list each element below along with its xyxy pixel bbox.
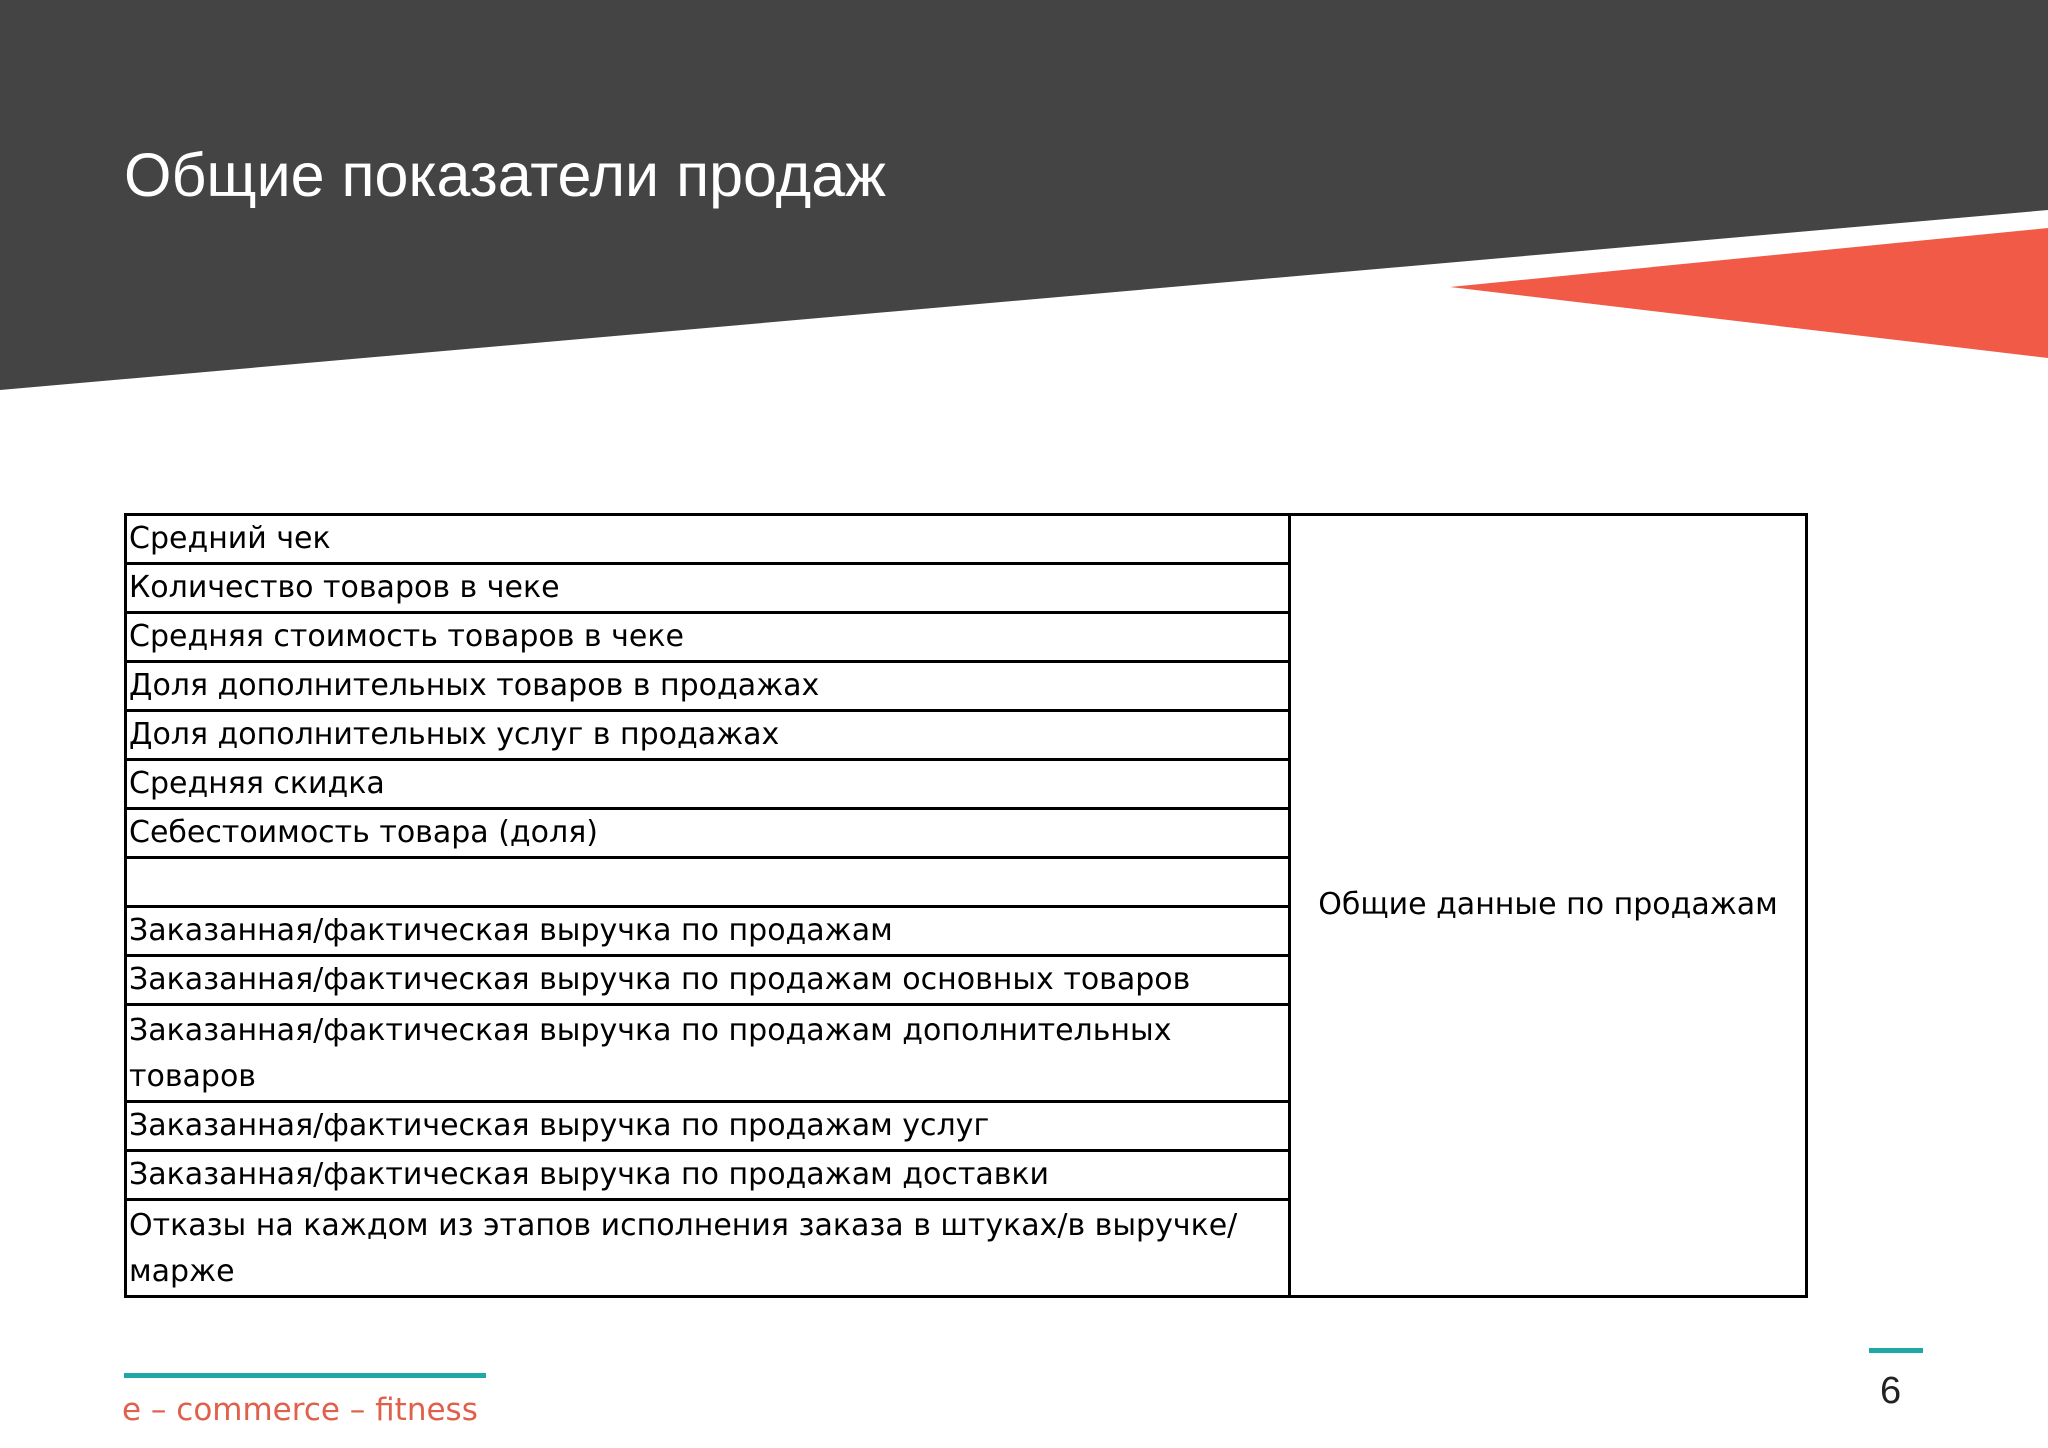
metric-cell: Доля дополнительных услуг в продажах	[126, 711, 1290, 760]
table-row	[126, 515, 1807, 564]
metric-cell: Заказанная/фактическая выручка по продажам	[126, 906, 1290, 955]
metric-cell: Отказы на каждом из этапов исполнения заказа в штуках/в выручке/марже	[126, 1199, 1290, 1296]
metric-cell: Средняя стоимость товаров в чеке	[126, 613, 1290, 662]
footer-brand-logo: e – commerce – fitness	[122, 1392, 478, 1428]
metric-cell: Количество товаров в чеке	[126, 564, 1290, 613]
metric-cell: Заказанная/фактическая выручка по продажам доставки	[126, 1150, 1290, 1199]
footer-divider	[124, 1373, 486, 1378]
metric-cell: Себестоимость товара (доля)	[126, 809, 1290, 858]
metric-cell: Заказанная/фактическая выручка по продажам дополнительных товаров	[126, 1004, 1290, 1101]
page-number-accent	[1869, 1348, 1923, 1353]
metric-cell-empty	[126, 858, 1290, 907]
slide-title: Общие показатели продаж	[124, 141, 886, 209]
metric-cell: Доля дополнительных товаров в продажах	[126, 662, 1290, 711]
metric-cell: Заказанная/фактическая выручка по продажам услуг	[126, 1101, 1290, 1150]
group-label-cell: Общие данные по продажам	[1290, 515, 1807, 1297]
metric-cell: Средний чек	[126, 515, 1290, 564]
page-number: 6	[1880, 1370, 1902, 1412]
sales-metrics-table	[124, 513, 1808, 1298]
metric-cell: Заказанная/фактическая выручка по продажам основных товаров	[126, 955, 1290, 1004]
metric-cell: Средняя скидка	[126, 760, 1290, 809]
